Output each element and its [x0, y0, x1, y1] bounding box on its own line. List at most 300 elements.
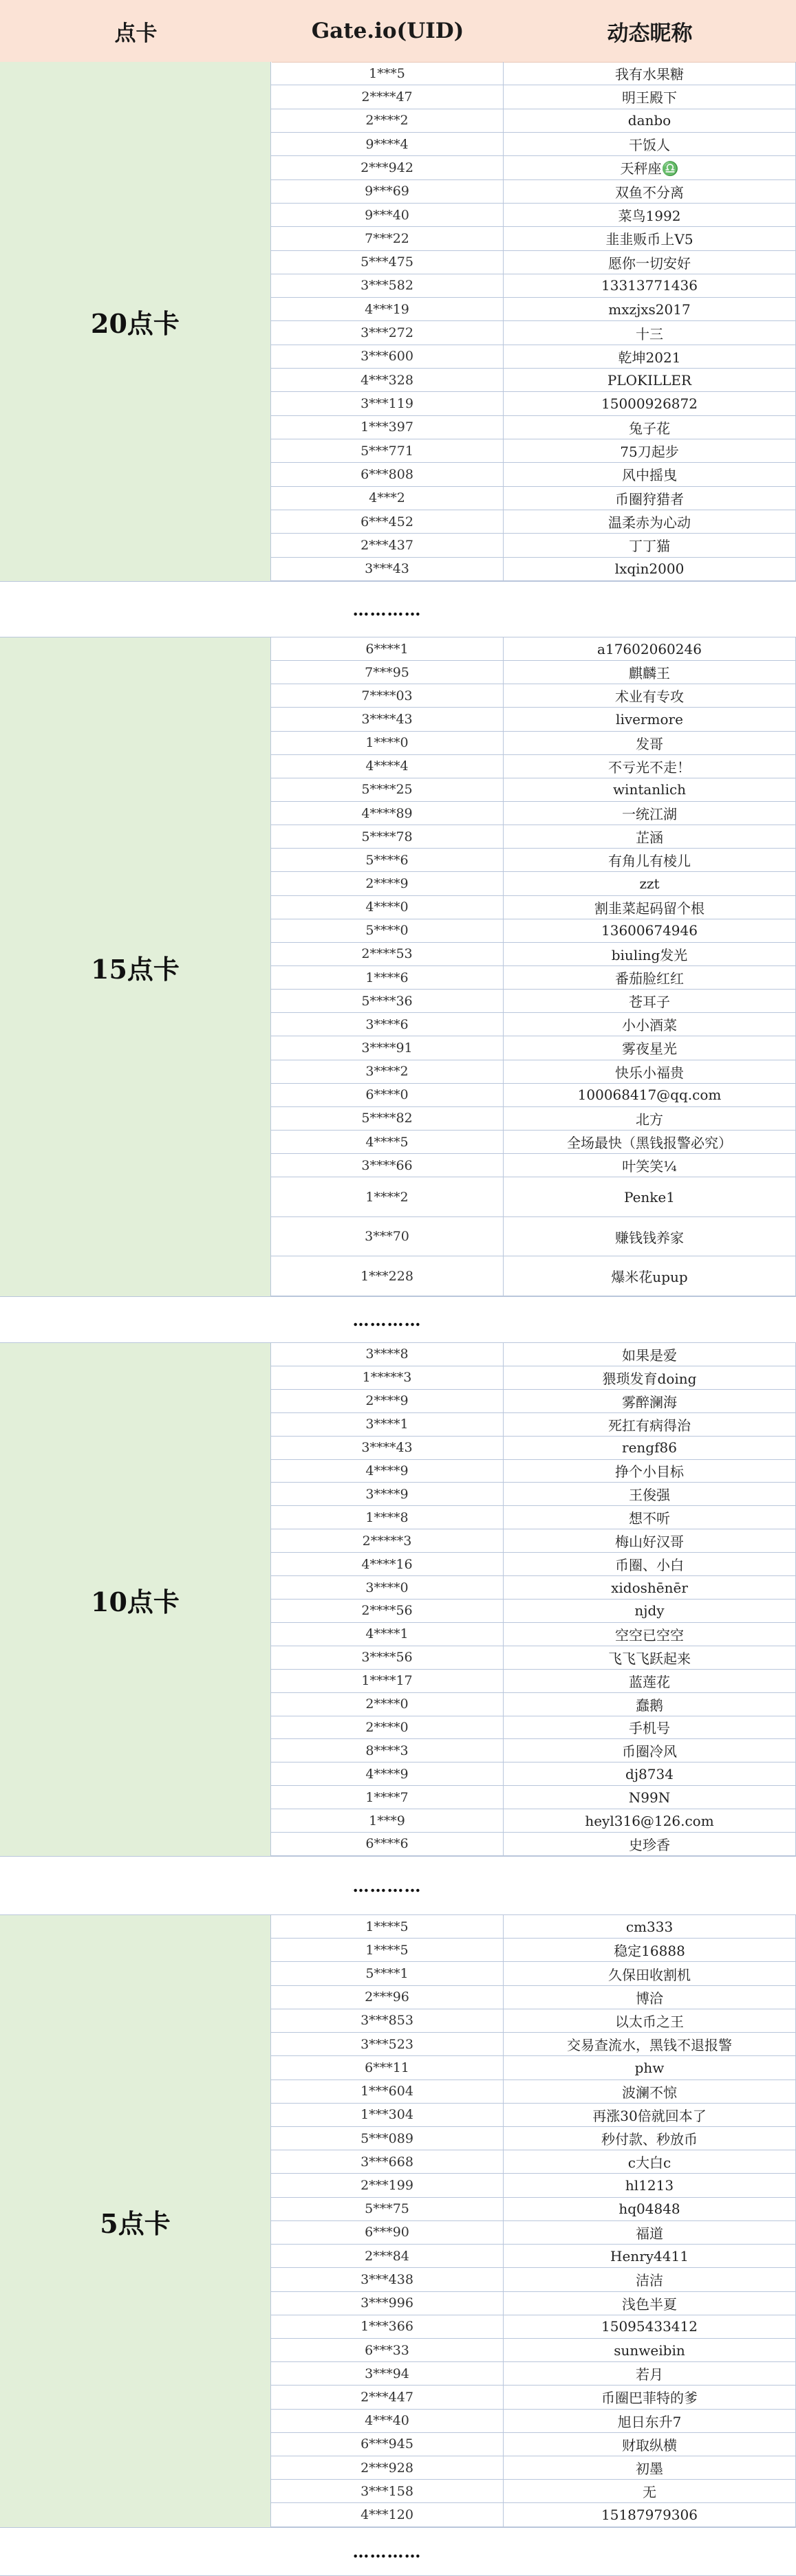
section-4 [0, 1915, 796, 2527]
nickname-cell: 明王殿下 [504, 85, 796, 108]
uid-cell: 1***397 [270, 416, 504, 439]
uid-cell: 2***199 [270, 2174, 504, 2196]
section-3 [0, 1343, 796, 1856]
nickname-cell: 丁丁猫 [504, 534, 796, 556]
table-row [270, 2339, 796, 2362]
nickname-cell: 飞飞飞跃起来 [504, 1646, 796, 1669]
uid-cell: 1****6 [270, 966, 504, 989]
section-rows [270, 1343, 796, 1856]
nickname-cell: 博洽 [504, 1986, 796, 2009]
nickname-cell: xidoshēnēr [504, 1576, 796, 1599]
nickname-cell: lxqin2000 [504, 558, 796, 580]
table-row [270, 2245, 796, 2268]
uid-cell: 2****9 [270, 1390, 504, 1412]
table-row [270, 2198, 796, 2221]
nickname-cell: 韭韭贩币上V5 [504, 227, 796, 250]
table-row [270, 1343, 796, 1366]
nickname-cell: 挣个小目标 [504, 1460, 796, 1483]
table-row [270, 251, 796, 274]
uid-cell: 4***2 [270, 487, 504, 510]
table-row [270, 637, 796, 661]
table-row [270, 487, 796, 510]
ellipsis-text: ………… [352, 599, 422, 620]
nickname-cell: 术业有专攻 [504, 684, 796, 707]
table-row [270, 274, 796, 298]
uid-cell: 3***119 [270, 392, 504, 415]
uid-cell: 4****9 [270, 1762, 504, 1785]
table-row [270, 510, 796, 534]
uid-cell: 1****7 [270, 1786, 504, 1809]
uid-cell: 3***438 [270, 2268, 504, 2291]
nickname-cell: 手机号 [504, 1716, 796, 1739]
nickname-cell: 十三 [504, 321, 796, 344]
nickname-cell: 蓝莲花 [504, 1670, 796, 1692]
nickname-cell: 波澜不惊 [504, 2080, 796, 2103]
nickname-cell: 15187979306 [504, 2503, 796, 2526]
nickname-cell: 温柔赤为心动 [504, 510, 796, 533]
table-row [270, 1986, 796, 2009]
uid-cell: 4***328 [270, 369, 504, 391]
table-row [270, 896, 796, 919]
uid-cell: 3****8 [270, 1343, 504, 1366]
uid-cell: 1****5 [270, 1915, 504, 1938]
nickname-cell: 叶笑笑¼ [504, 1154, 796, 1177]
uid-cell: 1****8 [270, 1506, 504, 1529]
uid-cell: 1***228 [270, 1256, 504, 1296]
nickname-cell: njdy [504, 1600, 796, 1622]
uid-cell: 2****47 [270, 85, 504, 108]
header-points-card: 点卡 [114, 21, 158, 46]
table-row [270, 2150, 796, 2174]
table-row [270, 2104, 796, 2127]
nickname-cell: hl1213 [504, 2174, 796, 2196]
nickname-cell: a17602060246 [504, 637, 796, 660]
table-row [270, 1217, 796, 1257]
uid-cell: 6****1 [270, 637, 504, 660]
uid-cell: 6***452 [270, 510, 504, 533]
uid-cell: 4****0 [270, 896, 504, 919]
table-row [270, 1739, 796, 1762]
uid-cell: 4****5 [270, 1131, 504, 1153]
nickname-cell: Henry4411 [504, 2245, 796, 2267]
uid-cell: 1****2 [270, 1177, 504, 1216]
table-row [270, 1483, 796, 1506]
table-row [270, 558, 796, 581]
uid-cell: 5****36 [270, 990, 504, 1012]
nickname-cell: 交易查流水，黑钱不退报警 [504, 2033, 796, 2055]
section-rows [270, 62, 796, 581]
table-row [270, 2127, 796, 2150]
table-row [270, 2456, 796, 2480]
table-row [270, 1786, 796, 1809]
nickname-cell: 乾坤2021 [504, 345, 796, 368]
uid-cell: 3****66 [270, 1154, 504, 1177]
nickname-cell: 久保田收割机 [504, 1962, 796, 1985]
uid-cell: 5***771 [270, 439, 504, 462]
nickname-cell: 芷涵 [504, 825, 796, 848]
table-row [270, 1413, 796, 1437]
nickname-cell: 小小酒菜 [504, 1013, 796, 1036]
table-row [270, 2480, 796, 2503]
uid-cell: 5****78 [270, 825, 504, 848]
table-row [270, 778, 796, 802]
nickname-cell: 13313771436 [504, 274, 796, 297]
uid-cell: 1****5 [270, 1939, 504, 1961]
table-row [270, 463, 796, 486]
table-row [270, 1437, 796, 1460]
table-row [270, 298, 796, 321]
ellipsis-row [0, 1296, 796, 1343]
table-row [270, 943, 796, 966]
uid-cell: 3***582 [270, 274, 504, 297]
nickname-cell: 风中摇曳 [504, 463, 796, 485]
uid-cell: 2***928 [270, 2456, 504, 2479]
table-row [270, 2503, 796, 2526]
uid-cell: 3****0 [270, 1576, 504, 1599]
uid-cell: 6***945 [270, 2433, 504, 2456]
nickname-cell: 13600674946 [504, 919, 796, 942]
table-row [270, 1036, 796, 1060]
section-label: 15点卡 [0, 637, 272, 1296]
table-row [270, 85, 796, 109]
nickname-cell: 如果是爱 [504, 1343, 796, 1366]
nickname-cell: 币圈、小白 [504, 1553, 796, 1575]
uid-cell: 4****16 [270, 1553, 504, 1575]
nickname-cell: 麒麟王 [504, 661, 796, 684]
table-row [270, 825, 796, 849]
table-row [270, 1154, 796, 1177]
nickname-cell: 15095433412 [504, 2315, 796, 2338]
ellipsis-text: ………… [352, 2542, 422, 2562]
nickname-cell: 再涨30倍就回本了 [504, 2104, 796, 2126]
uid-cell: 6****0 [270, 1084, 504, 1106]
uid-cell: 3****56 [270, 1646, 504, 1669]
table-row [270, 109, 796, 133]
uid-cell: 7***95 [270, 661, 504, 684]
nickname-cell: 发哥 [504, 732, 796, 754]
table-row [270, 2433, 796, 2456]
table-row [270, 1529, 796, 1553]
nickname-cell: 爆米花upup [504, 1256, 796, 1296]
ellipsis-row [0, 581, 796, 637]
table-row [270, 872, 796, 895]
ellipsis-row [0, 2527, 796, 2576]
uid-cell: 3****2 [270, 1060, 504, 1083]
table-row [270, 180, 796, 204]
uid-cell: 3***94 [270, 2362, 504, 2385]
nickname-cell: 洁洁 [504, 2268, 796, 2291]
uid-cell: 6***33 [270, 2339, 504, 2361]
table-row [270, 1670, 796, 1693]
table-row [270, 133, 796, 156]
nickname-cell: 不亏光不走！ [504, 755, 796, 778]
uid-cell: 1***5 [270, 62, 504, 85]
uid-cell: 2*****3 [270, 1529, 504, 1552]
uid-cell: 3***158 [270, 2480, 504, 2502]
nickname-cell: 雾醉澜海 [504, 1390, 796, 1412]
uid-cell: 3***853 [270, 2009, 504, 2032]
header-uid: Gate.io(UID) [311, 19, 464, 43]
ellipsis-text: ………… [352, 1309, 422, 1330]
table-row [270, 1131, 796, 1154]
uid-cell: 2***942 [270, 156, 504, 179]
nickname-cell: 菜鸟1992 [504, 204, 796, 226]
nickname-cell: 梅山好汉哥 [504, 1529, 796, 1552]
table-row [270, 2009, 796, 2033]
nickname-cell: dj8734 [504, 1762, 796, 1785]
table-row [270, 1576, 796, 1600]
nickname-cell: 北方 [504, 1107, 796, 1130]
nickname-cell: 天秤座♎ [504, 156, 796, 179]
nickname-cell: hq04848 [504, 2198, 796, 2220]
nickname-cell: 想不听 [504, 1506, 796, 1529]
uid-cell: 9****4 [270, 133, 504, 155]
nickname-cell: 15000926872 [504, 392, 796, 415]
uid-cell: 3****43 [270, 1437, 504, 1459]
table-row [270, 1809, 796, 1833]
nickname-cell: livermore [504, 708, 796, 730]
nickname-cell: 割韭菜起码留个根 [504, 896, 796, 919]
table-row [270, 156, 796, 179]
uid-cell: 5***75 [270, 2198, 504, 2220]
section-label: 20点卡 [0, 62, 272, 581]
nickname-cell: 秒付款、秒放币 [504, 2127, 796, 2150]
uid-cell: 5****25 [270, 778, 504, 801]
uid-cell: 2****53 [270, 943, 504, 965]
table-row [270, 1390, 796, 1413]
table-row [270, 1366, 796, 1390]
table-row [270, 534, 796, 557]
nickname-cell: 雾夜星光 [504, 1036, 796, 1059]
uid-cell: 9***69 [270, 180, 504, 203]
nickname-cell: 初墨 [504, 2456, 796, 2479]
table-row [270, 966, 796, 990]
table-row [270, 2174, 796, 2197]
nickname-cell: 稳定16888 [504, 1939, 796, 1961]
ellipsis-text: ………… [352, 1875, 422, 1896]
nickname-cell: 浅色半夏 [504, 2292, 796, 2315]
table-row [270, 849, 796, 872]
table-row [270, 732, 796, 755]
uid-cell: 4***120 [270, 2503, 504, 2526]
nickname-cell: 75刀起步 [504, 439, 796, 462]
table-row [270, 708, 796, 731]
table-row [270, 392, 796, 415]
table-row [270, 369, 796, 392]
uid-cell: 2****2 [270, 109, 504, 132]
nickname-cell: 愿你一切安好 [504, 251, 796, 274]
table-row [270, 2315, 796, 2339]
nickname-cell: danbo [504, 109, 796, 132]
nickname-cell: heyl316@126.com [504, 1809, 796, 1832]
uid-cell: 1***304 [270, 2104, 504, 2126]
table-row [270, 2033, 796, 2056]
table-row [270, 2410, 796, 2433]
uid-cell: 4****1 [270, 1623, 504, 1646]
table-row [270, 1084, 796, 1107]
section-2 [0, 637, 796, 1296]
uid-cell: 3****6 [270, 1013, 504, 1036]
uid-cell: 1****0 [270, 732, 504, 754]
nickname-cell: 猥琐发育doing [504, 1366, 796, 1389]
uid-cell: 7****03 [270, 684, 504, 707]
table-row [270, 1107, 796, 1131]
nickname-cell: 财取纵横 [504, 2433, 796, 2456]
nickname-cell: 旭日东升7 [504, 2410, 796, 2432]
table-row [270, 1460, 796, 1483]
uid-cell: 6***90 [270, 2221, 504, 2244]
uid-cell: 3***600 [270, 345, 504, 368]
table-row [270, 1506, 796, 1529]
nickname-cell: 无 [504, 2480, 796, 2502]
table-row [270, 1256, 796, 1296]
uid-cell: 3****91 [270, 1036, 504, 1059]
table-row [270, 1013, 796, 1036]
table-row [270, 416, 796, 439]
nickname-cell: 一统江湖 [504, 802, 796, 825]
nickname-cell: 100068417@qq.com [504, 1084, 796, 1106]
nickname-cell: 快乐小福贵 [504, 1060, 796, 1083]
uid-cell: 3****1 [270, 1413, 504, 1436]
table-row [270, 661, 796, 684]
table-row [270, 1833, 796, 1856]
section-label: 10点卡 [0, 1343, 272, 1856]
nickname-cell: 王俊强 [504, 1483, 796, 1505]
table-row [270, 2292, 796, 2315]
uid-cell: 5***475 [270, 251, 504, 274]
nickname-cell: 有角儿有棱儿 [504, 849, 796, 871]
section-rows [270, 637, 796, 1296]
nickname-cell: 兔子花 [504, 416, 796, 439]
uid-cell: 2****9 [270, 872, 504, 895]
table-row [270, 62, 796, 85]
table-row [270, 439, 796, 463]
uid-cell: 6****6 [270, 1833, 504, 1855]
uid-cell: 3***272 [270, 321, 504, 344]
table-row [270, 1939, 796, 1962]
uid-cell: 2***437 [270, 534, 504, 556]
uid-cell: 2***447 [270, 2386, 504, 2408]
nickname-cell: 币圈狩猎者 [504, 487, 796, 510]
table-row [270, 1553, 796, 1576]
uid-cell: 3***668 [270, 2150, 504, 2173]
uid-cell: 1***9 [270, 1809, 504, 1832]
table-row [270, 1177, 796, 1217]
uid-cell: 6***11 [270, 2056, 504, 2079]
nickname-cell: mxzjxs2017 [504, 298, 796, 320]
table-row [270, 1915, 796, 1939]
nickname-cell: 双鱼不分离 [504, 180, 796, 203]
section-rows [270, 1915, 796, 2527]
uid-cell: 3***523 [270, 2033, 504, 2055]
nickname-cell: sunweibin [504, 2339, 796, 2361]
nickname-cell: N99N [504, 1786, 796, 1809]
nickname-cell: 空空已空空 [504, 1623, 796, 1646]
uid-cell: 3***70 [270, 1217, 504, 1256]
uid-cell: 7***22 [270, 227, 504, 250]
uid-cell: 3***43 [270, 558, 504, 580]
nickname-cell: 我有水果糖 [504, 62, 796, 85]
uid-cell: 1****17 [270, 1670, 504, 1692]
uid-cell: 5****1 [270, 1962, 504, 1985]
table-row [270, 990, 796, 1013]
table-row [270, 345, 796, 369]
table-row [270, 919, 796, 943]
nickname-cell: 福道 [504, 2221, 796, 2244]
table-row [270, 1646, 796, 1670]
uid-cell: 4****89 [270, 802, 504, 825]
section-label: 5点卡 [0, 1915, 272, 2527]
table-row [270, 802, 796, 825]
nickname-cell: cm333 [504, 1915, 796, 1938]
uid-cell: 2***96 [270, 1986, 504, 2009]
table-row [270, 1600, 796, 1623]
uid-cell: 4***19 [270, 298, 504, 320]
table-row [270, 2362, 796, 2386]
uid-cell: 3****9 [270, 1483, 504, 1505]
uid-cell: 2***84 [270, 2245, 504, 2267]
nickname-cell: rengf86 [504, 1437, 796, 1459]
nickname-cell: Penke1 [504, 1177, 796, 1216]
nickname-cell: 番茄脸红红 [504, 966, 796, 989]
uid-cell: 4****9 [270, 1460, 504, 1483]
table-row [270, 1716, 796, 1740]
table-row [270, 2386, 796, 2409]
table-row [270, 755, 796, 778]
section-1 [0, 62, 796, 581]
nickname-cell: PLOKILLER [504, 369, 796, 391]
ellipsis-row [0, 1856, 796, 1915]
uid-cell: 4****4 [270, 755, 504, 778]
nickname-cell: biuling发光 [504, 943, 796, 965]
nickname-cell: 干饭人 [504, 133, 796, 155]
uid-cell: 1***604 [270, 2080, 504, 2103]
table-row [270, 2221, 796, 2245]
nickname-cell: 苍耳子 [504, 990, 796, 1012]
uid-cell: 2****56 [270, 1600, 504, 1622]
nickname-cell: c大白c [504, 2150, 796, 2173]
nickname-cell: 死扛有病得治 [504, 1413, 796, 1436]
nickname-cell: 以太币之王 [504, 2009, 796, 2032]
uid-cell: 5****82 [270, 1107, 504, 1130]
nickname-cell: 若月 [504, 2362, 796, 2385]
table-row [270, 684, 796, 708]
table-row [270, 204, 796, 227]
uid-cell: 8****3 [270, 1739, 504, 1762]
table-row [270, 1962, 796, 1985]
header-nickname: 动态昵称 [607, 21, 693, 46]
uid-cell: 5****6 [270, 849, 504, 871]
table-row [270, 1623, 796, 1646]
table-row [270, 2056, 796, 2080]
table-row [270, 1693, 796, 1716]
table-header [0, 0, 796, 63]
uid-cell: 5****0 [270, 919, 504, 942]
nickname-cell: 币圈冷风 [504, 1739, 796, 1762]
uid-cell: 6***808 [270, 463, 504, 485]
nickname-cell: wintanlich [504, 778, 796, 801]
nickname-cell: 史珍香 [504, 1833, 796, 1855]
nickname-cell: 币圈巴菲特的爹 [504, 2386, 796, 2408]
table-row [270, 227, 796, 250]
table-row [270, 1060, 796, 1084]
uid-cell: 1*****3 [270, 1366, 504, 1389]
uid-cell: 4***40 [270, 2410, 504, 2432]
table-row [270, 2080, 796, 2104]
nickname-cell: 蠢鹅 [504, 1693, 796, 1716]
nickname-cell: 全场最快（黑钱报警必究） [504, 1131, 796, 1153]
uid-cell: 5***089 [270, 2127, 504, 2150]
